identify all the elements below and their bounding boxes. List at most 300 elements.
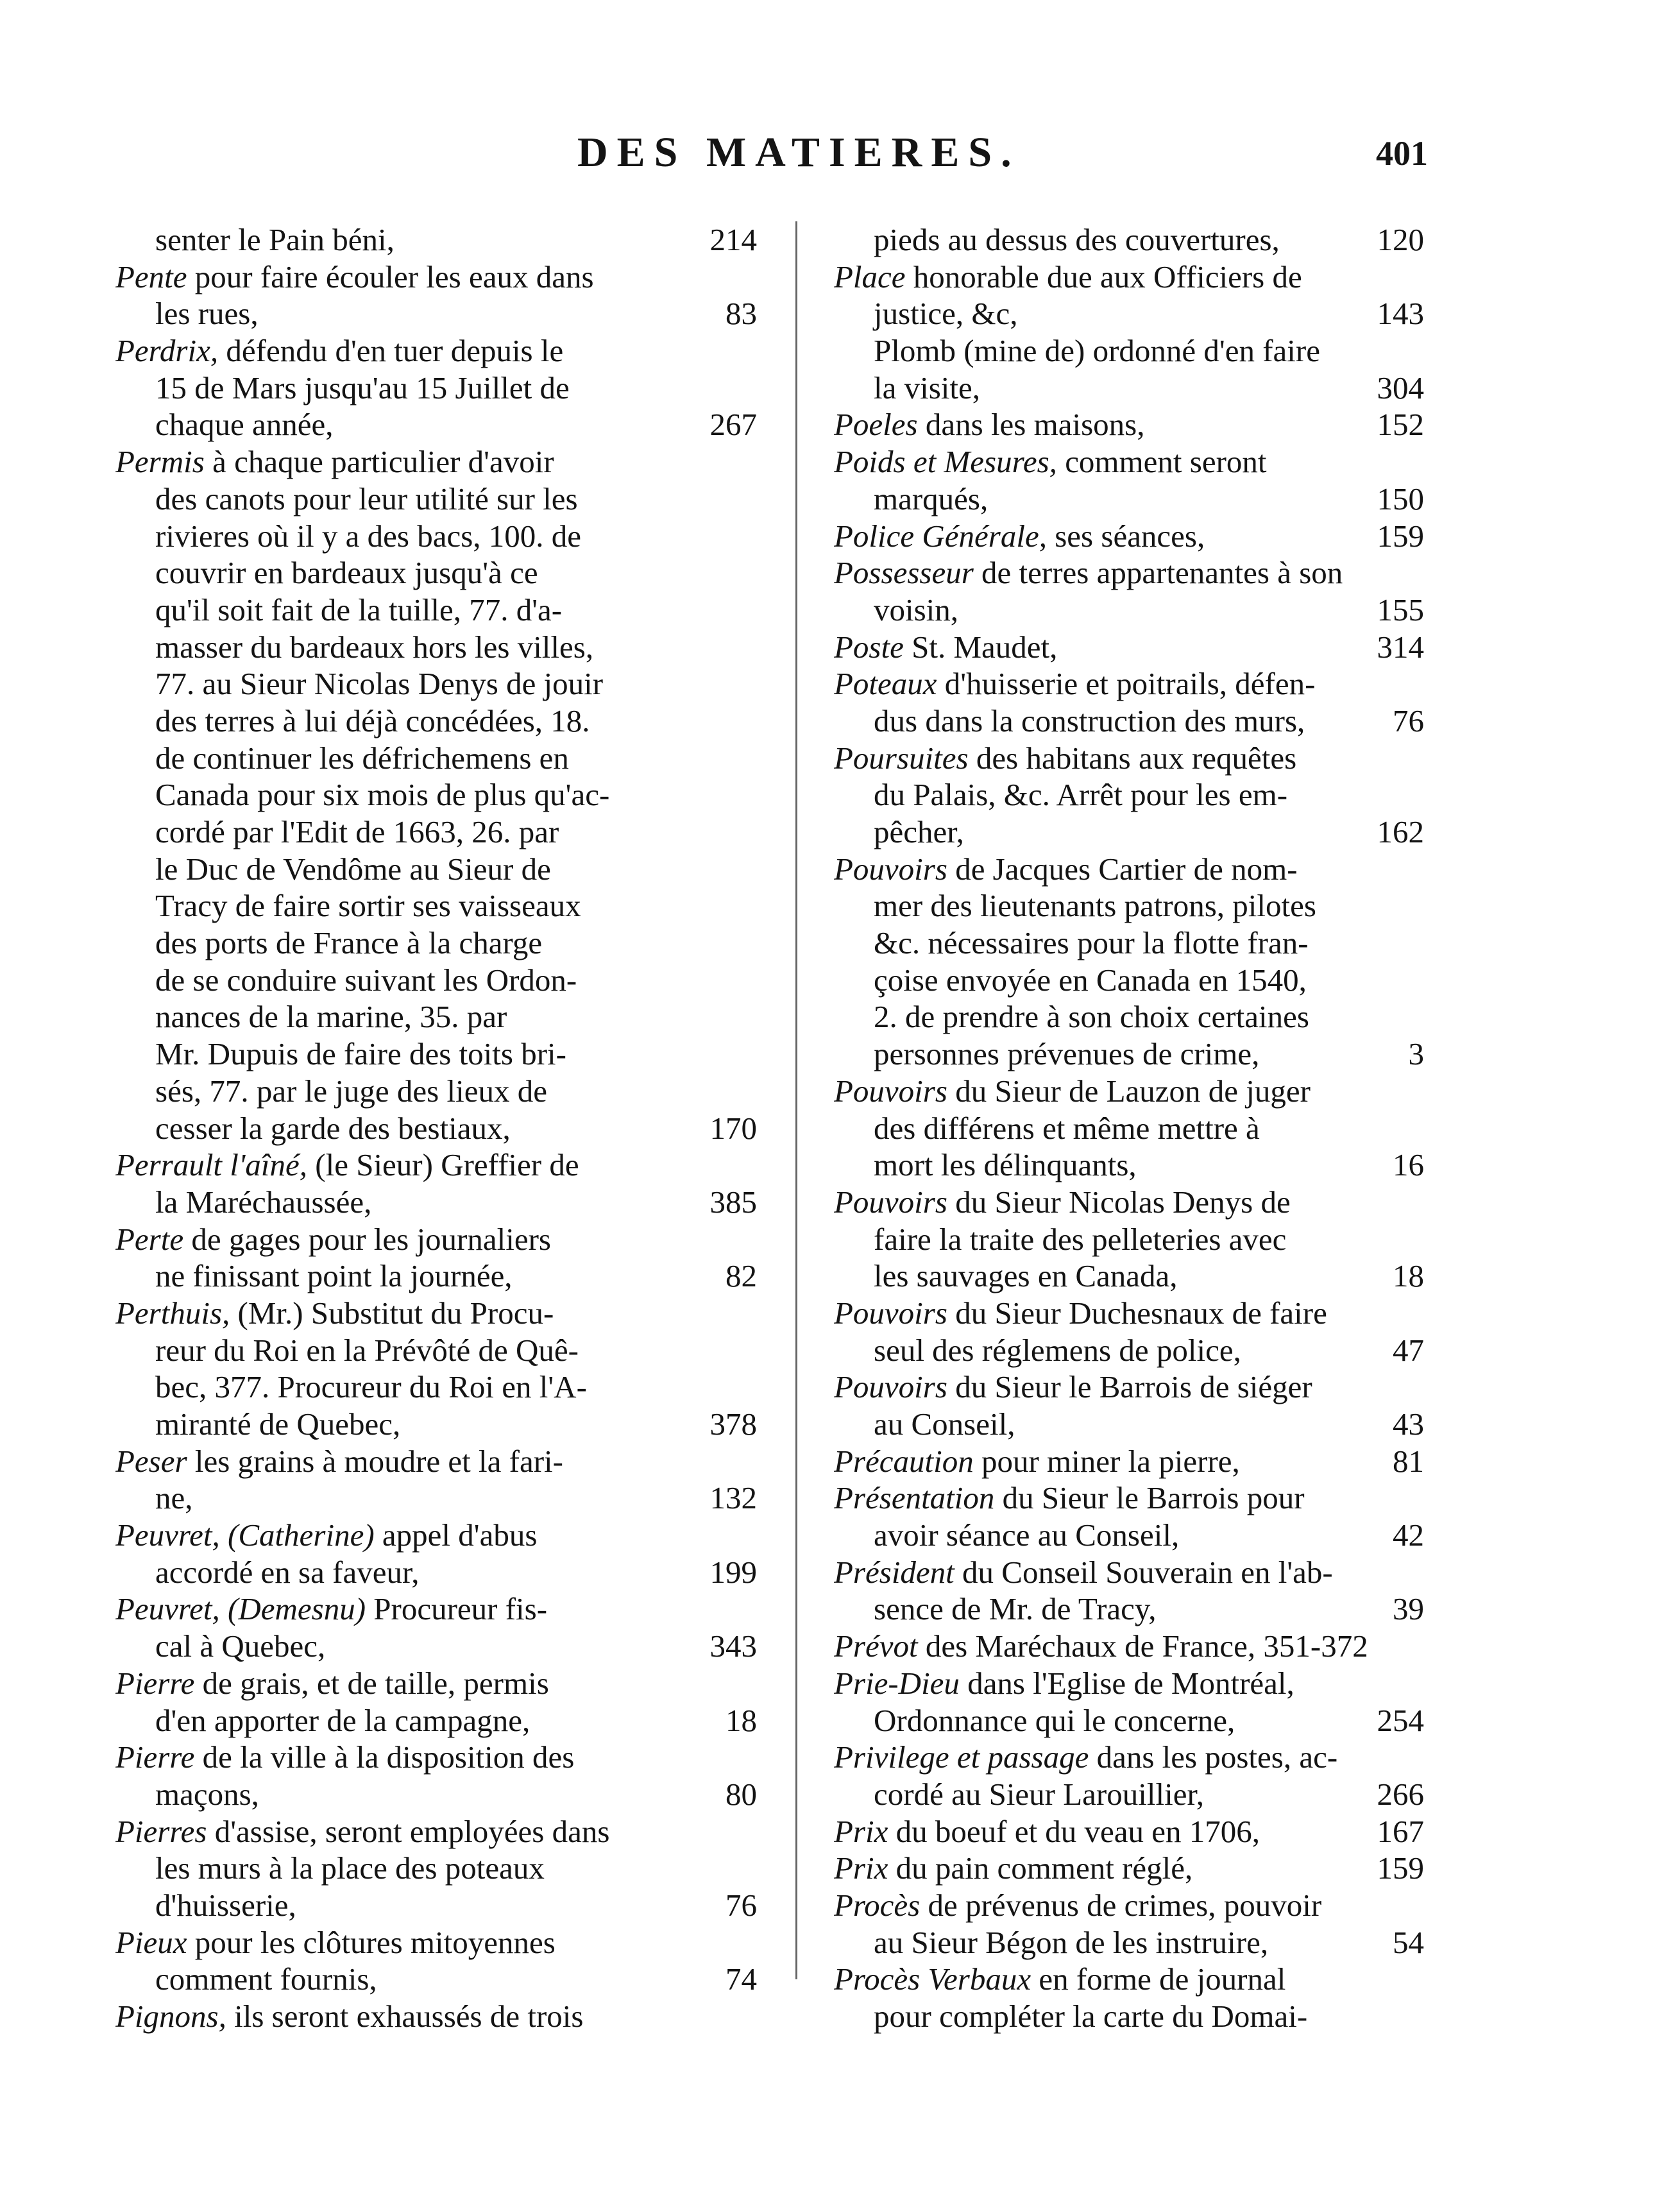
- entry-line: [834, 1036, 1424, 1073]
- entry-text: du Sieur Duchesnaux de faire: [947, 1295, 1327, 1331]
- entry-text: de continuer les défrichemens en: [155, 740, 569, 776]
- entry-keyword: Place: [834, 259, 906, 294]
- entry-text: dans les maisons,: [917, 407, 1145, 443]
- entry-keyword: Pouvoirs: [834, 1073, 947, 1109]
- entry-line: [834, 481, 1424, 518]
- index-entry: [834, 1813, 1424, 1850]
- entry-text: mer des lieutenants patrons, pilotes: [874, 888, 1316, 924]
- entry-text: appel d'abus: [374, 1517, 538, 1553]
- entry-text: d'en apporter de la campagne,: [155, 1702, 530, 1738]
- entry-page-ref: 152: [1377, 407, 1424, 443]
- entry-line: [834, 295, 1424, 332]
- entry-text: du Palais, &c. Arrêt pour les em-: [874, 777, 1288, 813]
- entry-line: [115, 629, 757, 666]
- entry-text: le Duc de Vendôme au Sieur de: [155, 851, 551, 887]
- entry-page-ref: 199: [709, 1554, 757, 1590]
- entry-text: pour les clôtures mitoyennes: [187, 1924, 556, 1960]
- page-header: [0, 128, 1680, 186]
- entry-page-ref: 82: [725, 1258, 757, 1294]
- entry-text: de se conduire suivant les Ordon-: [155, 962, 577, 998]
- entry-text: la visite,: [874, 370, 981, 405]
- entry-line: [115, 1702, 757, 1739]
- entry-keyword: Pierres: [115, 1813, 207, 1849]
- index-entry: [834, 1739, 1424, 1812]
- entry-text: du Sieur de Lauzon de juger: [947, 1073, 1311, 1109]
- entry-line: [115, 221, 757, 259]
- entry-line: [115, 1332, 757, 1369]
- entry-text: (Mr.) Substitut du Procu-: [230, 1295, 554, 1331]
- entry-line: [834, 1369, 1424, 1406]
- entry-text: de prévenus de crimes, pouvoir: [920, 1887, 1322, 1923]
- entry-line: [834, 406, 1424, 443]
- entry-line: [115, 518, 757, 555]
- entry-text: couvrir en bardeaux jusqu'à ce: [155, 555, 538, 591]
- entry-line: [834, 1517, 1424, 1554]
- entry-keyword: Poids et Mesures,: [834, 444, 1057, 480]
- entry-page-ref: 159: [1377, 1850, 1424, 1886]
- entry-line: [115, 443, 757, 481]
- entry-text: cesser la garde des bestiaux,: [155, 1110, 511, 1146]
- entry-line: [115, 1998, 757, 2035]
- entry-line: [115, 1443, 757, 1480]
- entry-line: [834, 998, 1424, 1036]
- entry-text: 77. au Sieur Nicolas Denys de jouir: [155, 666, 604, 702]
- entry-line: [834, 851, 1424, 888]
- index-entry: [834, 1443, 1424, 1480]
- index-entry: [834, 1665, 1424, 1739]
- entry-text: Tracy de faire sortir ses vaisseaux: [155, 888, 581, 924]
- entry-line: [115, 851, 757, 888]
- entry-line: [834, 1961, 1424, 1998]
- entry-text: senter le Pain béni,: [155, 222, 395, 257]
- entry-text: à chaque particulier d'avoir: [204, 444, 554, 480]
- running-title: DES MATIERES.: [577, 129, 1021, 176]
- entry-keyword: Prévot: [834, 1628, 918, 1664]
- index-entry: [834, 629, 1424, 666]
- entry-line: [834, 962, 1424, 999]
- entry-page-ref: 76: [1393, 703, 1424, 738]
- entry-page-ref: 3: [1408, 1036, 1424, 1072]
- index-entry: [834, 406, 1424, 443]
- entry-text: reur du Roi en la Prévôté de Quê-: [155, 1332, 579, 1368]
- entry-keyword: Présentation: [834, 1480, 995, 1516]
- entry-line: [115, 1369, 757, 1406]
- index-entry: [834, 518, 1424, 555]
- entry-keyword: Permis: [115, 444, 205, 480]
- entry-text: du Sieur le Barrois de siéger: [947, 1369, 1312, 1405]
- entry-line: [115, 1813, 757, 1850]
- entry-text: pour compléter la carte du Domai-: [874, 1999, 1308, 2034]
- entry-text: des différens et même mettre à: [874, 1110, 1260, 1146]
- entry-line: [834, 1850, 1424, 1887]
- entry-line: [834, 1702, 1424, 1739]
- entry-line: [115, 1036, 757, 1073]
- entry-keyword: Peser: [115, 1443, 187, 1479]
- entry-line: [834, 1739, 1424, 1776]
- entry-line: [834, 814, 1424, 851]
- entry-text: des canots pour leur utilité sur les: [155, 481, 578, 516]
- entry-text: du Sieur le Barrois pour: [994, 1480, 1305, 1516]
- entry-text: des Maréchaux de France, 351-372: [917, 1628, 1368, 1664]
- entry-text: ils seront exhaussés de trois: [226, 1999, 584, 2034]
- entry-keyword: Pieux: [115, 1924, 187, 1960]
- index-entry: [834, 1480, 1424, 1553]
- entry-line: [115, 1850, 757, 1887]
- entry-line: [834, 1110, 1424, 1147]
- entry-text: pêcher,: [874, 814, 964, 849]
- entry-line: [115, 665, 757, 703]
- entry-page-ref: 18: [1393, 1258, 1424, 1294]
- entry-line: [834, 554, 1424, 592]
- entry-keyword: Pouvoirs: [834, 851, 947, 887]
- index-entry: [115, 443, 757, 1147]
- entry-page-ref: 76: [725, 1887, 757, 1923]
- index-entry: [115, 1813, 757, 1924]
- entry-text: des habitans aux requêtes: [968, 740, 1297, 776]
- entry-text: voisin,: [874, 592, 959, 627]
- entry-line: [834, 592, 1424, 629]
- entry-page-ref: 47: [1393, 1332, 1424, 1368]
- entry-text: du boeuf et du veau en 1706,: [888, 1813, 1260, 1849]
- entry-line: [834, 1813, 1424, 1850]
- entry-text: d'huisserie et poitrails, défen-: [937, 666, 1316, 702]
- entry-line: [834, 1147, 1424, 1184]
- index-entry: [115, 1665, 757, 1739]
- entry-keyword: Poste: [834, 629, 904, 665]
- entry-keyword: Procès: [834, 1887, 921, 1923]
- page-number: 401: [1376, 134, 1428, 173]
- entry-text: honorable due aux Officiers de: [905, 259, 1302, 294]
- index-entry: [834, 443, 1424, 517]
- entry-text: de terres appartenantes à son: [973, 555, 1343, 591]
- entry-keyword: Poursuites: [834, 740, 969, 776]
- entry-line: [834, 1406, 1424, 1443]
- index-entry: [834, 1184, 1424, 1295]
- index-entry: [834, 259, 1424, 332]
- index-entry: [115, 1517, 757, 1591]
- entry-keyword: Poeles: [834, 407, 918, 443]
- entry-page-ref: 304: [1377, 370, 1424, 405]
- entry-page-ref: 83: [725, 296, 757, 332]
- entry-page-ref: 74: [725, 1961, 757, 1997]
- entry-text: (le Sieur) Greffier de: [307, 1147, 579, 1183]
- entry-line: [834, 518, 1424, 555]
- entry-text: 2. de prendre à son choix certaines: [874, 999, 1309, 1035]
- entry-text: personnes prévenues de crime,: [874, 1036, 1260, 1072]
- entry-keyword: Peuvret, (Demesnu): [115, 1591, 366, 1627]
- entry-text: &c. nécessaires pour la flotte fran-: [874, 925, 1309, 961]
- entry-text: Canada pour six mois de plus qu'ac-: [155, 777, 610, 813]
- index-entry: [834, 554, 1424, 628]
- entry-line: [115, 814, 757, 851]
- entry-line: [115, 1628, 757, 1665]
- index-entry: [834, 1295, 1424, 1369]
- index-entry: [834, 1369, 1424, 1442]
- entry-line: [834, 1332, 1424, 1369]
- index-entry: [115, 259, 757, 332]
- entry-line: [115, 370, 757, 407]
- entry-line: [834, 1998, 1424, 2035]
- entry-keyword: Peuvret, (Catherine): [115, 1517, 375, 1553]
- right-column: [834, 221, 1424, 2035]
- entry-line: [115, 962, 757, 999]
- entry-line: [834, 925, 1424, 962]
- index-entry: [834, 1628, 1424, 1665]
- entry-keyword: Pente: [115, 259, 187, 294]
- entry-text: seul des réglemens de police,: [874, 1332, 1241, 1368]
- entry-page-ref: 81: [1393, 1443, 1424, 1479]
- entry-text: pour miner la pierre,: [973, 1443, 1240, 1479]
- entry-line: [115, 740, 757, 777]
- entry-text: rivieres où il y a des bacs, 100. de: [155, 518, 582, 554]
- entry-line: [834, 1591, 1424, 1628]
- entry-page-ref: 378: [709, 1406, 757, 1442]
- entry-page-ref: 80: [725, 1776, 757, 1812]
- entry-text: faire la traite des pelleteries avec: [874, 1221, 1287, 1257]
- entry-text: cal à Quebec,: [155, 1628, 326, 1664]
- entry-line: [115, 259, 757, 296]
- entry-text: de gages pour les journaliers: [183, 1221, 551, 1257]
- entry-page-ref: 143: [1377, 296, 1424, 332]
- entry-line: [115, 998, 757, 1036]
- entry-text: de la ville à la disposition des: [194, 1739, 575, 1775]
- entry-text: les sauvages en Canada,: [874, 1258, 1178, 1294]
- entry-text: qu'il soit fait de la tuille, 77. d'a-: [155, 592, 563, 627]
- entry-text: comment seront: [1056, 444, 1267, 480]
- left-column: [115, 221, 757, 2035]
- index-entry: [834, 1073, 1424, 1184]
- entry-text: avoir séance au Conseil,: [874, 1517, 1180, 1553]
- entry-keyword: Pouvoirs: [834, 1184, 947, 1220]
- entry-text: chaque année,: [155, 407, 334, 443]
- entry-text: ses séances,: [1046, 518, 1205, 554]
- entry-line: [834, 703, 1424, 740]
- entry-page-ref: 159: [1377, 518, 1424, 554]
- entry-page-ref: 343: [709, 1628, 757, 1664]
- entry-keyword: Pierre: [115, 1739, 195, 1775]
- index-entry: [834, 665, 1424, 739]
- entry-line: [115, 295, 757, 332]
- entry-line: [115, 1924, 757, 1961]
- entry-line: [834, 665, 1424, 703]
- entry-keyword: Possesseur: [834, 555, 974, 591]
- entry-keyword: Pouvoirs: [834, 1295, 947, 1331]
- entry-line: [834, 1258, 1424, 1295]
- entry-page-ref: 214: [709, 222, 757, 257]
- entry-line: [115, 1295, 757, 1332]
- index-entry: [115, 1295, 757, 1443]
- entry-text: dus dans la construction des murs,: [874, 703, 1305, 738]
- entry-text: les rues,: [155, 296, 259, 332]
- entry-text: miranté de Quebec,: [155, 1406, 401, 1442]
- entry-text: marqués,: [874, 481, 988, 516]
- entry-line: [115, 1221, 757, 1258]
- index-entry: [115, 1147, 757, 1220]
- entry-line: [834, 887, 1424, 925]
- entry-page-ref: 150: [1377, 481, 1424, 516]
- entry-line: [834, 1924, 1424, 1961]
- entry-keyword: Perrault l'aîné,: [115, 1147, 308, 1183]
- entry-keyword: Pouvoirs: [834, 1369, 947, 1405]
- entry-line: [834, 1887, 1424, 1924]
- entry-line: [834, 443, 1424, 481]
- entry-line: [115, 1073, 757, 1110]
- entry-page-ref: 132: [709, 1480, 757, 1516]
- entry-line: [834, 776, 1424, 814]
- entry-text: sés, 77. par le juge des lieux de: [155, 1073, 547, 1109]
- column-divider: [795, 221, 797, 1979]
- index-entry: [834, 1554, 1424, 1628]
- entry-text: la Maréchaussée,: [155, 1184, 372, 1220]
- entry-line: [115, 1147, 757, 1184]
- entry-line: [834, 259, 1424, 296]
- entry-text: au Sieur Bégon de les instruire,: [874, 1924, 1269, 1960]
- entry-text: les grains à moudre et la fari-: [187, 1443, 563, 1479]
- index-entry: [834, 332, 1424, 406]
- entry-line: [115, 1961, 757, 1998]
- entry-line: [115, 1591, 757, 1628]
- entry-text: dans l'Eglise de Montréal,: [959, 1665, 1294, 1701]
- entry-text: d'assise, seront employées dans: [207, 1813, 610, 1849]
- entry-keyword: Privilege et passage: [834, 1739, 1089, 1775]
- entry-line: [115, 554, 757, 592]
- entry-text: au Conseil,: [874, 1406, 1015, 1442]
- entry-page-ref: 43: [1393, 1406, 1424, 1442]
- index-entry: [115, 1221, 757, 1295]
- index-entry: [115, 1443, 757, 1517]
- entry-line: [115, 703, 757, 740]
- index-entry: [834, 1850, 1424, 1887]
- entry-page-ref: 39: [1393, 1591, 1424, 1627]
- index-entry: [834, 1887, 1424, 1961]
- entry-keyword: Prie-Dieu: [834, 1665, 960, 1701]
- entry-line: [834, 1776, 1424, 1813]
- entry-line: [115, 925, 757, 962]
- entry-line: [115, 1517, 757, 1554]
- entry-line: [115, 1258, 757, 1295]
- entry-line: [115, 406, 757, 443]
- index-entry: [115, 1739, 757, 1812]
- entry-line: [115, 1480, 757, 1517]
- entry-text: du pain comment réglé,: [888, 1850, 1193, 1886]
- entry-page-ref: 167: [1377, 1813, 1424, 1849]
- entry-text: bec, 377. Procureur du Roi en l'A-: [155, 1369, 587, 1405]
- entry-page-ref: 254: [1377, 1702, 1424, 1738]
- entry-text: du Sieur Nicolas Denys de: [947, 1184, 1291, 1220]
- entry-text: mort les délinquants,: [874, 1147, 1137, 1183]
- entry-page-ref: 155: [1377, 592, 1424, 627]
- entry-page-ref: 385: [709, 1184, 757, 1220]
- entry-text: pieds au dessus des couvertures,: [874, 222, 1280, 257]
- index-entry: [115, 1591, 757, 1664]
- entry-keyword: Précaution: [834, 1443, 974, 1479]
- entry-page-ref: 314: [1377, 629, 1424, 665]
- entry-line: [834, 1665, 1424, 1702]
- index-entry: [115, 1924, 757, 1998]
- entry-page-ref: 266: [1377, 1776, 1424, 1812]
- index-entry: [834, 1961, 1424, 2034]
- index-entry: [834, 851, 1424, 1073]
- entry-keyword: Pierre: [115, 1665, 195, 1701]
- entry-line: [834, 629, 1424, 666]
- entry-line: [834, 1480, 1424, 1517]
- entry-line: [834, 1221, 1424, 1258]
- entry-line: [834, 1073, 1424, 1110]
- entry-text: des ports de France à la charge: [155, 925, 543, 961]
- entry-line: [115, 1554, 757, 1591]
- entry-text: les murs à la place des poteaux: [155, 1850, 545, 1886]
- entry-text: de Jacques Cartier de nom-: [947, 851, 1298, 887]
- entry-line: [115, 1665, 757, 1702]
- index-entry: [834, 740, 1424, 851]
- entry-text: dans les postes, ac-: [1089, 1739, 1338, 1775]
- entry-text: justice, &c,: [874, 296, 1018, 332]
- entry-text: Plomb (mine de) ordonné d'en faire: [874, 333, 1320, 369]
- entry-keyword: Poteaux: [834, 666, 937, 702]
- entry-text: 15 de Mars jusqu'au 15 Juillet de: [155, 370, 570, 405]
- entry-text: çoise envoyée en Canada en 1540,: [874, 962, 1307, 998]
- entry-text: en forme de journal: [1031, 1961, 1286, 1997]
- entry-text: des terres à lui déjà concédées, 18.: [155, 703, 590, 738]
- index-entry: [834, 221, 1424, 259]
- entry-keyword: Perdrix,: [115, 333, 219, 369]
- entry-line: [115, 1184, 757, 1221]
- entry-line: [834, 332, 1424, 370]
- entry-line: [834, 740, 1424, 777]
- entry-text: Mr. Dupuis de faire des toits bri-: [155, 1036, 566, 1072]
- entry-text: pour faire écouler les eaux dans: [187, 259, 594, 294]
- entry-keyword: Perte: [115, 1221, 184, 1257]
- entry-text: de grais, et de taille, permis: [194, 1665, 549, 1701]
- entry-text: Ordonnance qui le concerne,: [874, 1702, 1235, 1738]
- entry-text: sence de Mr. de Tracy,: [874, 1591, 1157, 1627]
- entry-line: [834, 370, 1424, 407]
- entry-line: [115, 332, 757, 370]
- entry-line: [834, 1628, 1424, 1665]
- entry-line: [834, 1443, 1424, 1480]
- entry-text: d'huisserie,: [155, 1887, 296, 1923]
- entry-text: comment fournis,: [155, 1961, 377, 1997]
- entry-text: défendu d'en tuer depuis le: [218, 333, 564, 369]
- entry-line: [115, 592, 757, 629]
- entry-page-ref: 120: [1377, 222, 1424, 257]
- entry-line: [115, 1406, 757, 1443]
- index-entry: [115, 332, 757, 443]
- entry-line: [834, 1295, 1424, 1332]
- entry-text: nances de la marine, 35. par: [155, 999, 507, 1035]
- entry-text: ne,: [155, 1480, 193, 1516]
- entry-line: [115, 1739, 757, 1776]
- index-entry: [115, 1998, 757, 2035]
- entry-keyword: Procès Verbaux: [834, 1961, 1031, 1997]
- entry-text: Procureur fis-: [366, 1591, 548, 1627]
- entry-line: [115, 887, 757, 925]
- entry-text: accordé en sa faveur,: [155, 1554, 420, 1590]
- entry-page-ref: 16: [1393, 1147, 1424, 1183]
- entry-line: [115, 776, 757, 814]
- entry-text: cordé par l'Edit de 1663, 26. par: [155, 814, 559, 849]
- entry-page-ref: 54: [1393, 1924, 1424, 1960]
- entry-keyword: Prix: [834, 1813, 888, 1849]
- index-entry: [115, 221, 757, 259]
- entry-text: cordé au Sieur Larouillier,: [874, 1776, 1205, 1812]
- entry-page-ref: 267: [709, 407, 757, 443]
- entry-line: [115, 481, 757, 518]
- entry-keyword: Pignons,: [115, 1999, 226, 2034]
- entry-page-ref: 18: [725, 1702, 757, 1738]
- entry-text: maçons,: [155, 1776, 259, 1812]
- entry-page-ref: 162: [1377, 814, 1424, 850]
